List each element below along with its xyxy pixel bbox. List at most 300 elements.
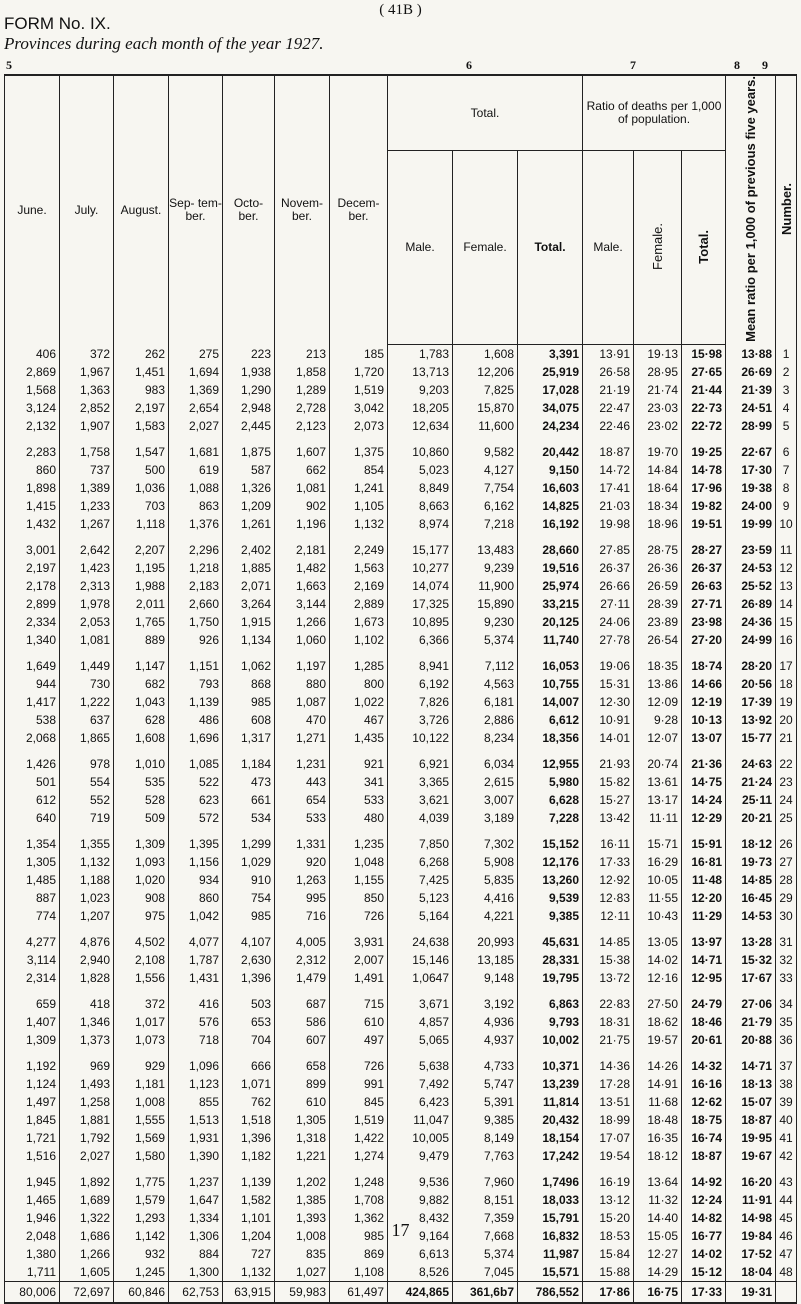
table-cell: 628 <box>114 711 169 729</box>
table-cell: 15·88 <box>583 1263 634 1282</box>
table-cell: 3,114 <box>5 951 60 969</box>
table-row <box>5 995 797 1013</box>
table-cell: 12·16 <box>634 969 682 987</box>
table-cell: 20,993 <box>453 933 518 951</box>
table-cell <box>518 1049 583 1057</box>
table-cell: 12·62 <box>682 1093 726 1111</box>
table-row <box>5 1147 797 1165</box>
table-row <box>5 1075 797 1093</box>
table-cell <box>583 987 634 995</box>
table-cell: 12·95 <box>682 969 726 987</box>
table-cell: 21·74 <box>634 381 682 399</box>
table-cell: 1,261 <box>223 515 275 533</box>
table-cell: 1,139 <box>169 693 223 711</box>
table-cell: 1,029 <box>223 853 275 871</box>
table-cell: 985 <box>223 693 275 711</box>
table-cell: 1,241 <box>330 479 388 497</box>
table-cell: 4,039 <box>388 809 453 827</box>
table-cell: 2,296 <box>169 541 223 559</box>
table-cell: 4,416 <box>453 889 518 907</box>
table-cell: 19·54 <box>583 1147 634 1165</box>
table-cell: 1,547 <box>114 443 169 461</box>
table-cell <box>776 1282 797 1304</box>
table-cell: 1,485 <box>5 871 60 889</box>
table-cell <box>169 747 223 755</box>
table-cell: 18,356 <box>518 729 583 747</box>
table-cell: 726 <box>330 1057 388 1075</box>
table-cell: 2,068 <box>5 729 60 747</box>
table-cell <box>223 827 275 835</box>
table-cell: 1,393 <box>275 1209 330 1227</box>
table-cell: 666 <box>223 1057 275 1075</box>
table-cell: 12,634 <box>388 417 453 435</box>
table-cell: 572 <box>169 809 223 827</box>
table-cell: 1,188 <box>60 871 114 889</box>
table-cell: 13,483 <box>453 541 518 559</box>
table-cell: 2,615 <box>453 773 518 791</box>
table-cell: 14·85 <box>726 871 776 889</box>
table-cell: 1,518 <box>223 1111 275 1129</box>
table-cell: 26·59 <box>634 577 682 595</box>
table-cell: 1,390 <box>169 1147 223 1165</box>
table-cell: 23·98 <box>682 613 726 631</box>
table-cell: 1,422 <box>330 1129 388 1147</box>
table-cell: 1,978 <box>60 595 114 613</box>
table-cell: 3,726 <box>388 711 453 729</box>
table-cell: 275 <box>169 345 223 364</box>
table-cell: 16·11 <box>583 835 634 853</box>
table-cell: 14·75 <box>682 773 726 791</box>
table-row <box>5 345 797 364</box>
table-cell: 8,849 <box>388 479 453 497</box>
table-cell: 17·33 <box>583 853 634 871</box>
table-cell: 1,945 <box>5 1173 60 1191</box>
table-cell: 20·61 <box>682 1031 726 1049</box>
table-cell <box>275 747 330 755</box>
table-cell: 9,230 <box>453 613 518 631</box>
table-cell: 1,865 <box>60 729 114 747</box>
table-cell: 1,237 <box>169 1173 223 1191</box>
table-cell: 860 <box>5 461 60 479</box>
table-cell: 14·82 <box>682 1209 726 1227</box>
table-cell: 1,306 <box>169 1227 223 1245</box>
table-cell: 1,309 <box>5 1031 60 1049</box>
table-cell: 908 <box>114 889 169 907</box>
column-number-5: 5 <box>6 58 12 72</box>
monthly-deaths-table <box>4 74 797 1304</box>
table-cell: 19·38 <box>726 479 776 497</box>
table-cell <box>330 649 388 657</box>
table-cell: 1,022 <box>330 693 388 711</box>
table-cell: 1,369 <box>169 381 223 399</box>
table-cell: 2,071 <box>223 577 275 595</box>
table-cell: 661 <box>223 791 275 809</box>
table-cell <box>726 649 776 657</box>
table-cell: 1,663 <box>275 577 330 595</box>
table-cell: 14·72 <box>583 461 634 479</box>
table-cell: 21·44 <box>682 381 726 399</box>
table-cell: 1,147 <box>114 657 169 675</box>
table-cell: 11,600 <box>453 417 518 435</box>
table-cell: 48 <box>776 1263 797 1282</box>
table-cell: 6,162 <box>453 497 518 515</box>
table-cell <box>682 435 726 443</box>
table-cell: 17,028 <box>518 381 583 399</box>
table-cell: 15,146 <box>388 951 453 969</box>
table-cell: 11,047 <box>388 1111 453 1129</box>
table-cell: 29 <box>776 889 797 907</box>
table-cell: 2,852 <box>60 399 114 417</box>
table-cell: 1,060 <box>275 631 330 649</box>
table-cell: 14·91 <box>634 1075 682 1093</box>
table-row <box>5 1173 797 1191</box>
table-cell: 1,317 <box>223 729 275 747</box>
table-cell <box>60 827 114 835</box>
table-row <box>5 1049 797 1057</box>
table-cell: 533 <box>275 809 330 827</box>
table-cell: 3,007 <box>453 791 518 809</box>
table-cell: 653 <box>223 1013 275 1031</box>
table-cell: 47 <box>776 1245 797 1263</box>
table-cell: 503 <box>223 995 275 1013</box>
table-cell: 10 <box>776 515 797 533</box>
table-cell: 1,266 <box>60 1245 114 1263</box>
table-cell: 4,876 <box>60 933 114 951</box>
table-cell <box>114 827 169 835</box>
table-cell: 18·48 <box>634 1111 682 1129</box>
table-cell: 4,857 <box>388 1013 453 1031</box>
table-cell: 12·09 <box>634 693 682 711</box>
table-cell <box>5 649 60 657</box>
table-cell: 1,673 <box>330 613 388 631</box>
table-cell <box>682 649 726 657</box>
table-cell: 1,465 <box>5 1191 60 1209</box>
table-cell <box>776 1165 797 1173</box>
table-cell: 25,974 <box>518 577 583 595</box>
table-cell: 682 <box>114 675 169 693</box>
table-cell: 607 <box>275 1031 330 1049</box>
table-cell <box>726 533 776 541</box>
table-cell <box>518 435 583 443</box>
table-cell: 554 <box>60 773 114 791</box>
table-cell <box>60 649 114 657</box>
table-cell: 2,402 <box>223 541 275 559</box>
table-cell: 15,152 <box>518 835 583 853</box>
table-cell: 418 <box>60 995 114 1013</box>
table-cell <box>634 747 682 755</box>
table-cell: 13·05 <box>634 933 682 951</box>
table-cell: 28·39 <box>634 595 682 613</box>
table-cell: 7,763 <box>453 1147 518 1165</box>
table-cell: 23·89 <box>634 613 682 631</box>
table-cell: 2,249 <box>330 541 388 559</box>
table-cell: 17·39 <box>726 693 776 711</box>
table-cell: 1,274 <box>330 1147 388 1165</box>
table-cell: 372 <box>114 995 169 1013</box>
table-row <box>5 925 797 933</box>
table-cell: 623 <box>169 791 223 809</box>
table-cell: 25 <box>776 809 797 827</box>
table-cell <box>453 435 518 443</box>
table-cell <box>634 827 682 835</box>
table-cell: 1,087 <box>275 693 330 711</box>
table-cell <box>169 533 223 541</box>
table-cell <box>682 827 726 835</box>
table-cell <box>776 827 797 835</box>
table-cell: 14·85 <box>583 933 634 951</box>
table-cell <box>583 649 634 657</box>
table-cell <box>275 649 330 657</box>
table-cell: 21·19 <box>583 381 634 399</box>
table-cell: 2,123 <box>275 417 330 435</box>
table-cell: 12·07 <box>634 729 682 747</box>
column-number-7: 7 <box>630 58 636 72</box>
table-cell: 34,075 <box>518 399 583 417</box>
header-july: July. <box>60 75 114 345</box>
table-cell: 33,215 <box>518 595 583 613</box>
column-number-6: 6 <box>466 58 472 72</box>
table-cell: 16,192 <box>518 515 583 533</box>
table-cell: 1,931 <box>169 1129 223 1147</box>
table-cell: 12·29 <box>682 809 726 827</box>
table-cell: 28,331 <box>518 951 583 969</box>
table-cell: 5,835 <box>453 871 518 889</box>
table-cell: 5,747 <box>453 1075 518 1093</box>
table-cell: 1,389 <box>60 479 114 497</box>
table-cell <box>330 533 388 541</box>
table-cell: 18·74 <box>682 657 726 675</box>
table-cell <box>330 827 388 835</box>
table-cell: 15 <box>776 613 797 631</box>
table-cell: 5,391 <box>453 1093 518 1111</box>
table-cell: 13·17 <box>634 791 682 809</box>
table-cell <box>275 533 330 541</box>
table-cell: 17·07 <box>583 1129 634 1147</box>
table-row <box>5 987 797 995</box>
table-cell: 9,793 <box>518 1013 583 1031</box>
table-cell <box>5 1049 60 1057</box>
table-row <box>5 595 797 613</box>
table-row <box>5 791 797 809</box>
table-cell: 1,787 <box>169 951 223 969</box>
table-cell: 1,263 <box>275 871 330 889</box>
table-cell: 509 <box>114 809 169 827</box>
table-cell <box>453 925 518 933</box>
table-cell: 1,088 <box>169 479 223 497</box>
table-cell <box>5 435 60 443</box>
table-cell: 14·71 <box>682 951 726 969</box>
table-cell: 16·29 <box>634 853 682 871</box>
table-cell: 786,552 <box>518 1282 583 1304</box>
table-cell <box>726 925 776 933</box>
table-cell: 10,122 <box>388 729 453 747</box>
table-cell: 15·77 <box>726 729 776 747</box>
table-cell: 12·11 <box>583 907 634 925</box>
table-cell: 991 <box>330 1075 388 1093</box>
table-cell: 24,234 <box>518 417 583 435</box>
table-cell: 17·28 <box>583 1075 634 1093</box>
table-cell: 7,754 <box>453 479 518 497</box>
table-cell: 14,074 <box>388 577 453 595</box>
table-cell: 7,850 <box>388 835 453 853</box>
table-cell: 16·74 <box>682 1129 726 1147</box>
table-cell <box>223 747 275 755</box>
table-cell: 21·75 <box>583 1031 634 1049</box>
table-row <box>5 755 797 773</box>
table-cell: 1,694 <box>169 363 223 381</box>
table-cell: 213 <box>275 345 330 364</box>
table-cell: 12,955 <box>518 755 583 773</box>
table-cell: 8,234 <box>453 729 518 747</box>
table-cell <box>583 533 634 541</box>
table-cell: 1,108 <box>330 1263 388 1282</box>
table-cell: 7,112 <box>453 657 518 675</box>
table-row <box>5 933 797 951</box>
table-cell <box>60 987 114 995</box>
table-cell: 1,415 <box>5 497 60 515</box>
table-cell <box>5 533 60 541</box>
table-cell: 16 <box>776 631 797 649</box>
table-cell: 8 <box>776 479 797 497</box>
table-cell: 21 <box>776 729 797 747</box>
table-cell: 1,375 <box>330 443 388 461</box>
table-cell: 1,195 <box>114 559 169 577</box>
table-cell <box>682 987 726 995</box>
table-cell: 737 <box>60 461 114 479</box>
table-cell: 1,017 <box>114 1013 169 1031</box>
header-ratio-male: Male. <box>583 151 634 345</box>
table-cell: 12·19 <box>682 693 726 711</box>
table-cell: 27·65 <box>682 363 726 381</box>
table-cell: 1,7496 <box>518 1173 583 1191</box>
table-cell <box>388 987 453 995</box>
table-cell <box>330 435 388 443</box>
table-cell: 1,093 <box>114 853 169 871</box>
table-cell <box>114 649 169 657</box>
table-cell: 1,988 <box>114 577 169 595</box>
table-cell: 1,875 <box>223 443 275 461</box>
table-cell: 12 <box>776 559 797 577</box>
table-cell: 7,359 <box>453 1209 518 1227</box>
table-cell: 14·32 <box>682 1057 726 1075</box>
table-cell: 1,354 <box>5 835 60 853</box>
table-cell: 3,124 <box>5 399 60 417</box>
table-cell: 8,149 <box>453 1129 518 1147</box>
table-cell: 1,407 <box>5 1013 60 1031</box>
table-cell: 7,825 <box>453 381 518 399</box>
table-cell: 18·87 <box>583 443 634 461</box>
table-cell: 654 <box>275 791 330 809</box>
table-cell: 61,497 <box>330 1282 388 1304</box>
table-cell: 36 <box>776 1031 797 1049</box>
table-cell: 1,482 <box>275 559 330 577</box>
table-cell: 704 <box>223 1031 275 1049</box>
table-cell: 7,218 <box>453 515 518 533</box>
table-cell <box>682 1049 726 1057</box>
table-cell: 1,197 <box>275 657 330 675</box>
table-cell: 11·68 <box>634 1093 682 1111</box>
table-cell: 185 <box>330 345 388 364</box>
table-cell: 80,006 <box>5 1282 60 1304</box>
table-cell: 1,285 <box>330 657 388 675</box>
table-cell: 13·97 <box>682 933 726 951</box>
table-cell: 1,271 <box>275 729 330 747</box>
table-cell: 3,365 <box>388 773 453 791</box>
table-cell: 19·06 <box>583 657 634 675</box>
table-cell: 1,569 <box>114 1129 169 1147</box>
table-cell: 1,721 <box>5 1129 60 1147</box>
table-cell: 535 <box>114 773 169 791</box>
table-cell: 9,203 <box>388 381 453 399</box>
table-cell: 1,118 <box>114 515 169 533</box>
table-cell: 12,176 <box>518 853 583 871</box>
table-cell: 62,753 <box>169 1282 223 1304</box>
table-cell: 1,355 <box>60 835 114 853</box>
table-cell: 15·84 <box>583 1245 634 1263</box>
table-cell: 1,711 <box>5 1263 60 1282</box>
table-row <box>5 889 797 907</box>
table-cell: 22·73 <box>682 399 726 417</box>
table-cell: 2,169 <box>330 577 388 595</box>
table-cell <box>5 987 60 995</box>
table-cell: 9,164 <box>388 1227 453 1245</box>
table-cell: 1,451 <box>114 363 169 381</box>
table-cell <box>388 1165 453 1173</box>
table-cell: 3,189 <box>453 809 518 827</box>
table-cell: 8,663 <box>388 497 453 515</box>
table-cell: 18 <box>776 675 797 693</box>
table-cell: 15·98 <box>682 345 726 364</box>
table-cell <box>518 925 583 933</box>
table-cell: 21·79 <box>726 1013 776 1031</box>
table-row <box>5 1165 797 1173</box>
table-cell: 926 <box>169 631 223 649</box>
table-cell: 19,795 <box>518 969 583 987</box>
table-cell <box>726 435 776 443</box>
table-cell: 26·37 <box>583 559 634 577</box>
header-october: Octo- ber. <box>223 75 275 345</box>
table-cell: 20 <box>776 711 797 729</box>
table-cell: 27·50 <box>634 995 682 1013</box>
table-cell: 1,073 <box>114 1031 169 1049</box>
table-cell: 6,192 <box>388 675 453 693</box>
table-cell: 1,449 <box>60 657 114 675</box>
table-cell: 9,539 <box>518 889 583 907</box>
table-cell: 15·31 <box>583 675 634 693</box>
table-cell: 18·04 <box>726 1263 776 1282</box>
table-cell: 1,605 <box>60 1263 114 1282</box>
table-cell: 19·51 <box>682 515 726 533</box>
table-cell: 341 <box>330 773 388 791</box>
table-cell: 17·52 <box>726 1245 776 1263</box>
table-cell: 15·71 <box>634 835 682 853</box>
table-cell: 2,027 <box>60 1147 114 1165</box>
table-cell: 1,318 <box>275 1129 330 1147</box>
table-cell: 1,204 <box>223 1227 275 1245</box>
table-cell: 361,6b7 <box>453 1282 518 1304</box>
table-cell: 1,708 <box>330 1191 388 1209</box>
table-cell: 27·71 <box>682 595 726 613</box>
table-cell: 1,085 <box>169 755 223 773</box>
table-cell: 11,900 <box>453 577 518 595</box>
table-cell: 15,890 <box>453 595 518 613</box>
table-cell: 4,936 <box>453 1013 518 1031</box>
table-cell: 21·93 <box>583 755 634 773</box>
table-cell: 1,783 <box>388 345 453 364</box>
table-cell: 1,222 <box>60 693 114 711</box>
table-cell: 501 <box>5 773 60 791</box>
table-cell: 6,612 <box>518 711 583 729</box>
